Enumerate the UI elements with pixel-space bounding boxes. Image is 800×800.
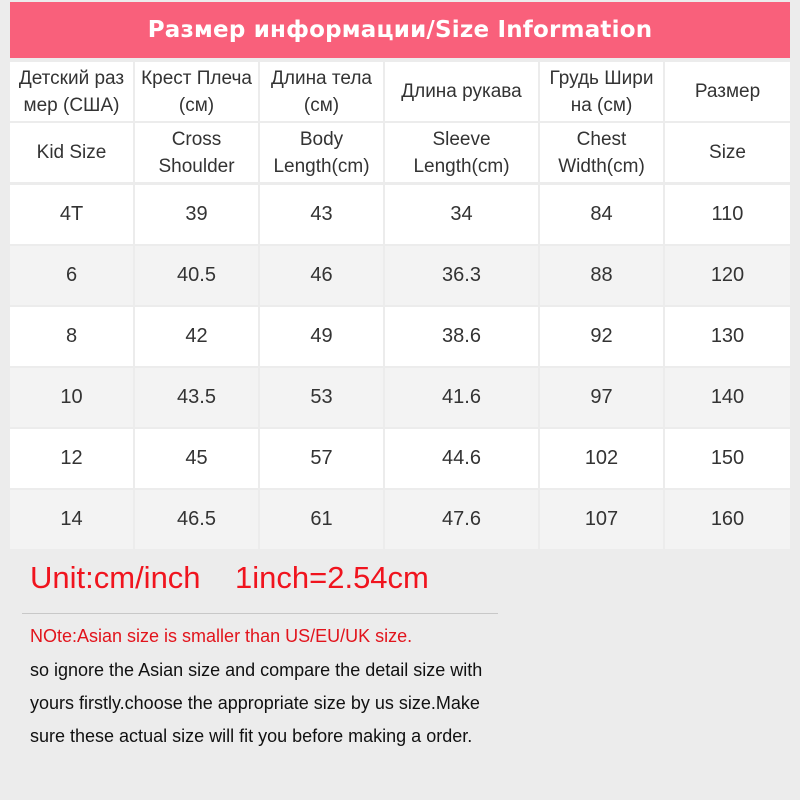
table-cell: 45 [135, 429, 260, 488]
size-info-title: Размер информации/Size Information [10, 2, 790, 58]
table-cell: 43.5 [135, 368, 260, 427]
table-cell: 38.6 [385, 307, 540, 366]
header-en-body-length: Body Length(cm) [260, 123, 385, 182]
table-cell: 88 [540, 246, 665, 305]
note-line: so ignore the Asian size and compare the detail size with [30, 660, 483, 680]
table-row [10, 185, 790, 244]
note-line: sure these actual size will fit you before making a order. [30, 726, 473, 746]
table-cell: 44.6 [385, 429, 540, 488]
table-cell: 160 [665, 490, 790, 549]
table-cell: 14 [10, 490, 135, 549]
table-row [10, 490, 790, 549]
table-cell: 120 [665, 246, 790, 305]
table-cell: 42 [135, 307, 260, 366]
divider [22, 613, 498, 614]
table-cell: 53 [260, 368, 385, 427]
table-row [10, 307, 790, 366]
table-cell: 110 [665, 185, 790, 244]
header-en-chest-width: Chest Width(cm) [540, 123, 665, 182]
table-cell: 84 [540, 185, 665, 244]
table-cell: 41.6 [385, 368, 540, 427]
table-cell: 97 [540, 368, 665, 427]
table-cell: 36.3 [385, 246, 540, 305]
table-cell: 4T [10, 185, 135, 244]
table-cell: 49 [260, 307, 385, 366]
table-cell: 39 [135, 185, 260, 244]
header-ru-size: Размер [665, 62, 790, 121]
table-row [10, 429, 790, 488]
size-table [10, 62, 790, 549]
note-line: yours firstly.choose the appropriate size by us size.Make [30, 693, 480, 713]
table-row [10, 368, 790, 427]
table-cell: 34 [385, 185, 540, 244]
table-cell: 46 [260, 246, 385, 305]
table-cell: 150 [665, 429, 790, 488]
table-cell: 47.6 [385, 490, 540, 549]
header-en-cross-shoulder: Cross Shoulder [135, 123, 260, 182]
header-row-ru [10, 62, 790, 121]
table-row [10, 246, 790, 305]
header-en-size: Size [665, 123, 790, 182]
table-cell: 46.5 [135, 490, 260, 549]
header-ru-sleeve-length: Длина рукава [385, 62, 540, 121]
header-ru-chest-width: Грудь Шири на (см) [540, 62, 665, 121]
table-cell: 40.5 [135, 246, 260, 305]
header-en-kid-size: Kid Size [10, 123, 135, 182]
table-cell: 6 [10, 246, 135, 305]
table-cell: 140 [665, 368, 790, 427]
header-en-sleeve-length: Sleeve Length(cm) [385, 123, 540, 182]
table-cell: 8 [10, 307, 135, 366]
table-cell: 57 [260, 429, 385, 488]
table-cell: 102 [540, 429, 665, 488]
table-cell: 43 [260, 185, 385, 244]
header-ru-kid-size: Детский раз мер (США) [10, 62, 135, 121]
header-ru-body-length: Длина тела (см) [260, 62, 385, 121]
table-cell: 61 [260, 490, 385, 549]
asian-size-warning: NOte:Asian size is smaller than US/EU/UK size. [30, 626, 413, 646]
table-cell: 10 [10, 368, 135, 427]
table-cell: 12 [10, 429, 135, 488]
table-cell: 107 [540, 490, 665, 549]
table-cell: 130 [665, 307, 790, 366]
header-ru-cross-shoulder: Крест Плеча (см) [135, 62, 260, 121]
table-cell: 92 [540, 307, 665, 366]
unit-conversion-text: Unit:cm/inch 1inch=2.54cm [30, 560, 429, 595]
header-row-en [10, 123, 790, 182]
